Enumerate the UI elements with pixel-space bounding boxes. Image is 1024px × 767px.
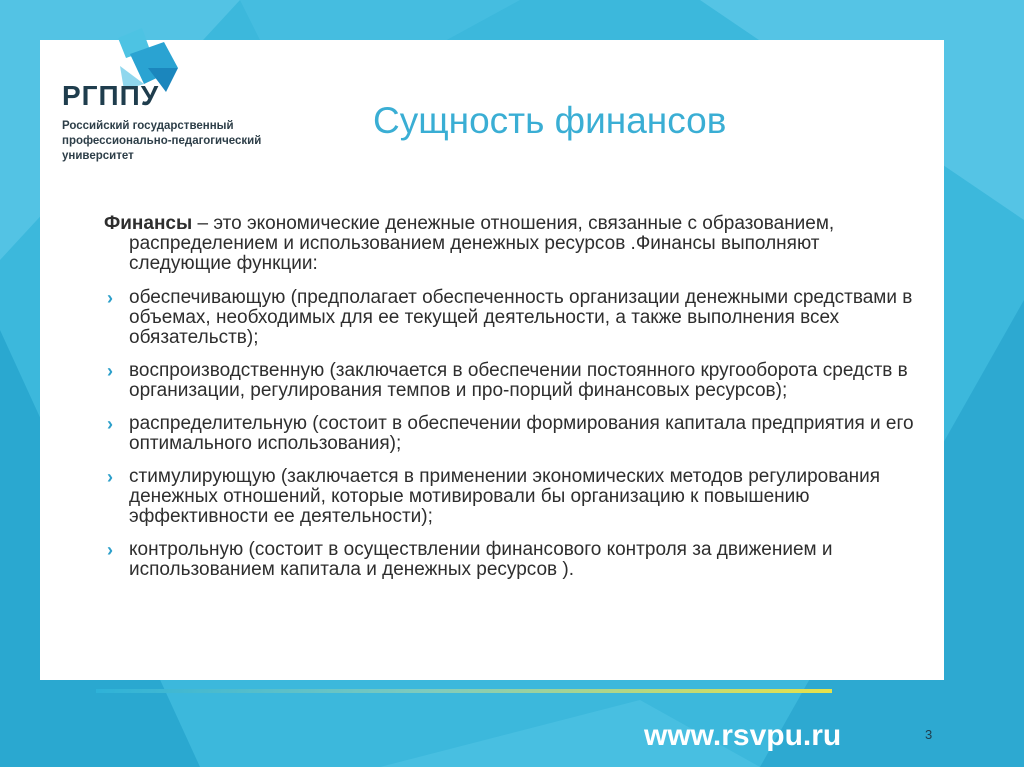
- logo-name: РГППУ: [62, 80, 160, 111]
- chevron-right-icon: ›: [107, 361, 113, 381]
- accent-divider: [96, 689, 832, 693]
- chevron-right-icon: ›: [107, 288, 113, 308]
- slide-title: Сущность финансов: [373, 100, 727, 141]
- logo-subtitle-line: профессионально-педагогический: [62, 135, 262, 147]
- page-number: 3: [925, 727, 933, 742]
- list-item-text: воспроизводственную (заключается в обеспечении постоянного кругооборота средств в организации, регулирования темпов и про-порций финансовых ресурсов);: [129, 360, 908, 401]
- chevron-right-icon: ›: [107, 467, 113, 487]
- intro-paragraph: [104, 214, 924, 274]
- list-item-text: распределительную (состоит в обеспечении формирования капитала предприятия и его оптимального использования);: [129, 413, 914, 454]
- list-item-text: стимулирующую (заключается в применении экономических методов регулирования денежных отношений, которые мотивировали бы организацию к повышению эффективности ее деятельности);: [129, 466, 881, 527]
- intro-text: – это экономические денежные отношения, связанные с образованием, распределением и использованием денежных ресурсов .Финансы выполняют следующие функции:: [129, 213, 835, 274]
- chevron-right-icon: ›: [107, 540, 113, 560]
- list-item: [104, 361, 924, 401]
- list-item: [104, 288, 924, 348]
- logo-subtitle: [62, 119, 302, 164]
- list-item: [104, 414, 924, 454]
- slide-content: [104, 214, 924, 593]
- list-item: [104, 467, 924, 527]
- list-item-text: обеспечивающую (предполагает обеспеченность организации денежными средствами в объемах, необходимых для ее текущей деятельности, а также выполнения всех обязательств);: [129, 287, 913, 348]
- chevron-right-icon: ›: [107, 414, 113, 434]
- logo-subtitle-line: университет: [62, 150, 134, 162]
- website-link[interactable]: www.rsvpu.ru: [644, 719, 842, 752]
- list-item-text: контрольную (состоит в осуществлении финансового контроля за движением и использованием капитала и денежных ресурсов ).: [129, 539, 833, 580]
- logo-subtitle-line: Российский государственный: [62, 120, 234, 132]
- intro-term: Финансы: [104, 213, 193, 234]
- list-item: [104, 540, 924, 580]
